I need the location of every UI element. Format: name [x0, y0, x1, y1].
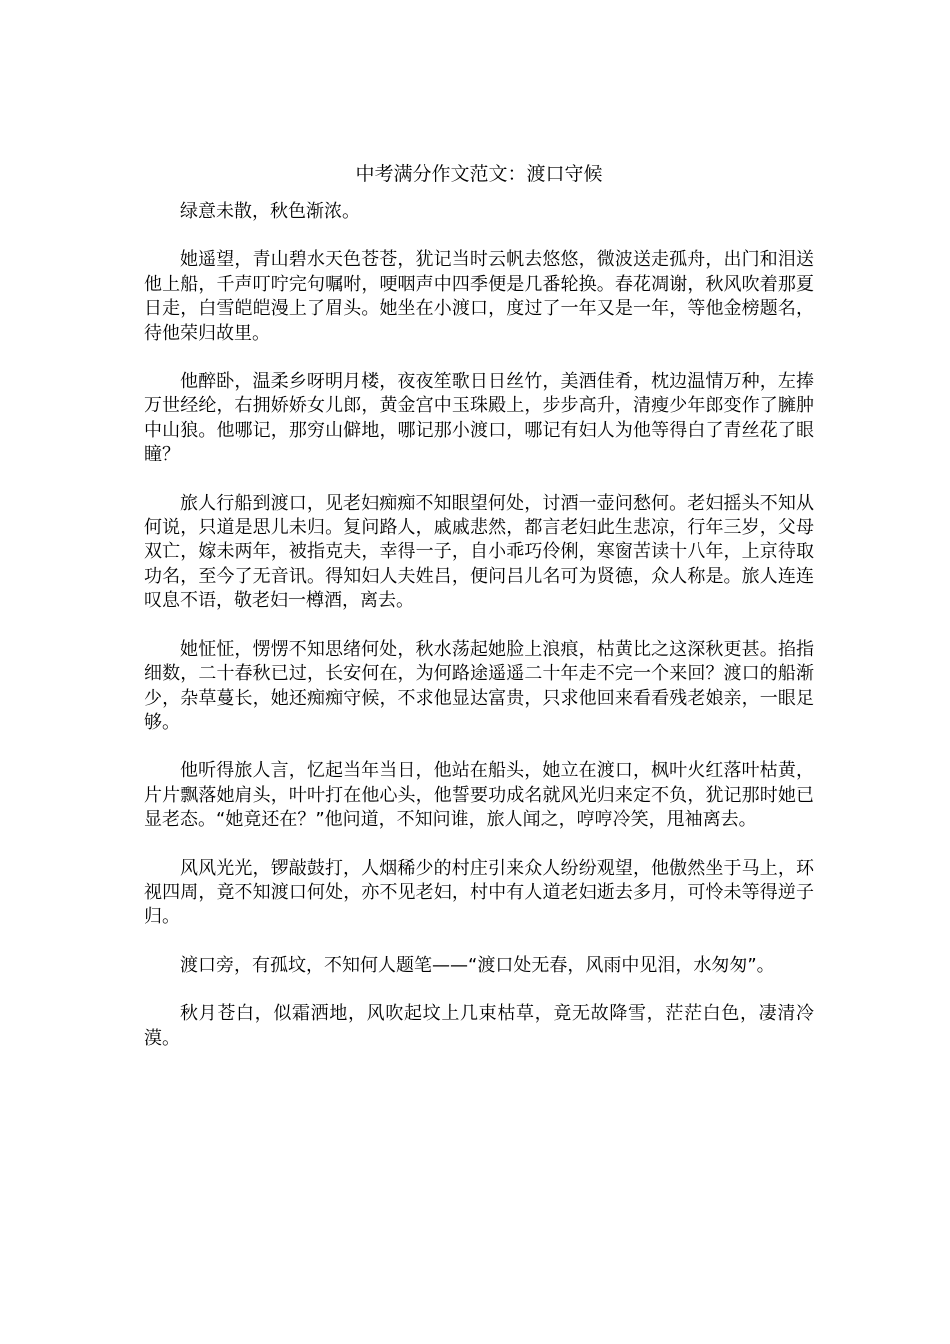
- document-title: 中考满分作文范文：渡口守候: [355, 163, 603, 185]
- paragraph-4: 旅人行船到渡口，见老妇痴痴不知眼望何处，讨酒一壶问愁何。老妇摇头不知从何说，只道是思儿未归。复问路人，戚戚悲然，都言老妇此生悲凉，行年三岁，父母双亡，嫁未两年，被指克夫，幸得一子，自小乖巧伶俐，寒窗苦读十八年，上京待取功名，至今了无音讯。得知妇人夫姓吕，便问吕儿名可为贤德，众人称是。旅人连连叹息不语，敬老妇一樽酒，离去。: [144, 492, 814, 612]
- paragraph-6: 他听得旅人言，忆起当年当日，他站在船头，她立在渡口，枫叶火红落叶枯黄，片片飘落她肩头，叶叶打在他心头，他誓要功成名就风光归来定不负，犹记那时她已显老态。“她竟还在？”他问道，不知问谁，旅人闻之，哼哼冷笑，甩袖离去。: [144, 760, 814, 831]
- paragraph-9: 秋月苍白，似霜洒地，风吹起坟上几束枯草，竟无故降雪，茫茫白色，凄清冷漠。: [144, 1003, 814, 1049]
- paragraph-2: 她遥望，青山碧水天色苍苍，犹记当时云帆去悠悠，微波送走孤舟，出门和泪送他上船，千声叮咛完句嘱咐，哽咽声中四季便是几番轮换。春花凋谢，秋风吹着那夏日走，白雪皑皑漫上了眉头。她坐在小渡口，度过了一年又是一年，等他金榜题名，待他荣归故里。: [144, 249, 814, 344]
- paragraph-8: 渡口旁，有孤坟，不知何人题笔——“渡口处无春，风雨中见泪，水匆匆”。: [180, 954, 775, 976]
- paragraph-1: 绿意未散，秋色渐浓。: [180, 201, 360, 222]
- paragraph-5: 她怔怔，愣愣不知思绪何处，秋水荡起她脸上浪痕，枯黄比之这深秋更甚。掐指细数，二十春秋已过，长安何在，为何路途遥遥二十年走不完一个来回？渡口的船渐少，杂草蔓长，她还痴痴守候，不求他显达富贵，只求他回来看看残老娘亲，一眼足够。: [144, 638, 814, 733]
- paragraph-7: 风风光光，锣敲鼓打，人烟稀少的村庄引来众人纷纷观望，他傲然坐于马上，环视四周，竟不知渡口何处，亦不见老妇，村中有人道老妇逝去多月，可怜未等得逆子归。: [144, 857, 814, 928]
- paragraph-3: 他醉卧，温柔乡呀明月楼，夜夜笙歌日日丝竹，美酒佳肴，枕边温情万种，左捧万世经纶，右拥娇娇女儿郎，黄金宫中玉珠殿上，步步高升，清瘦少年郎变作了臃肿中山狼。他哪记，那穷山僻地，哪记那小渡口，哪记有妇人为他等得白了青丝花了眼瞳？: [144, 371, 814, 466]
- document-body: [144, 158, 814, 1075]
